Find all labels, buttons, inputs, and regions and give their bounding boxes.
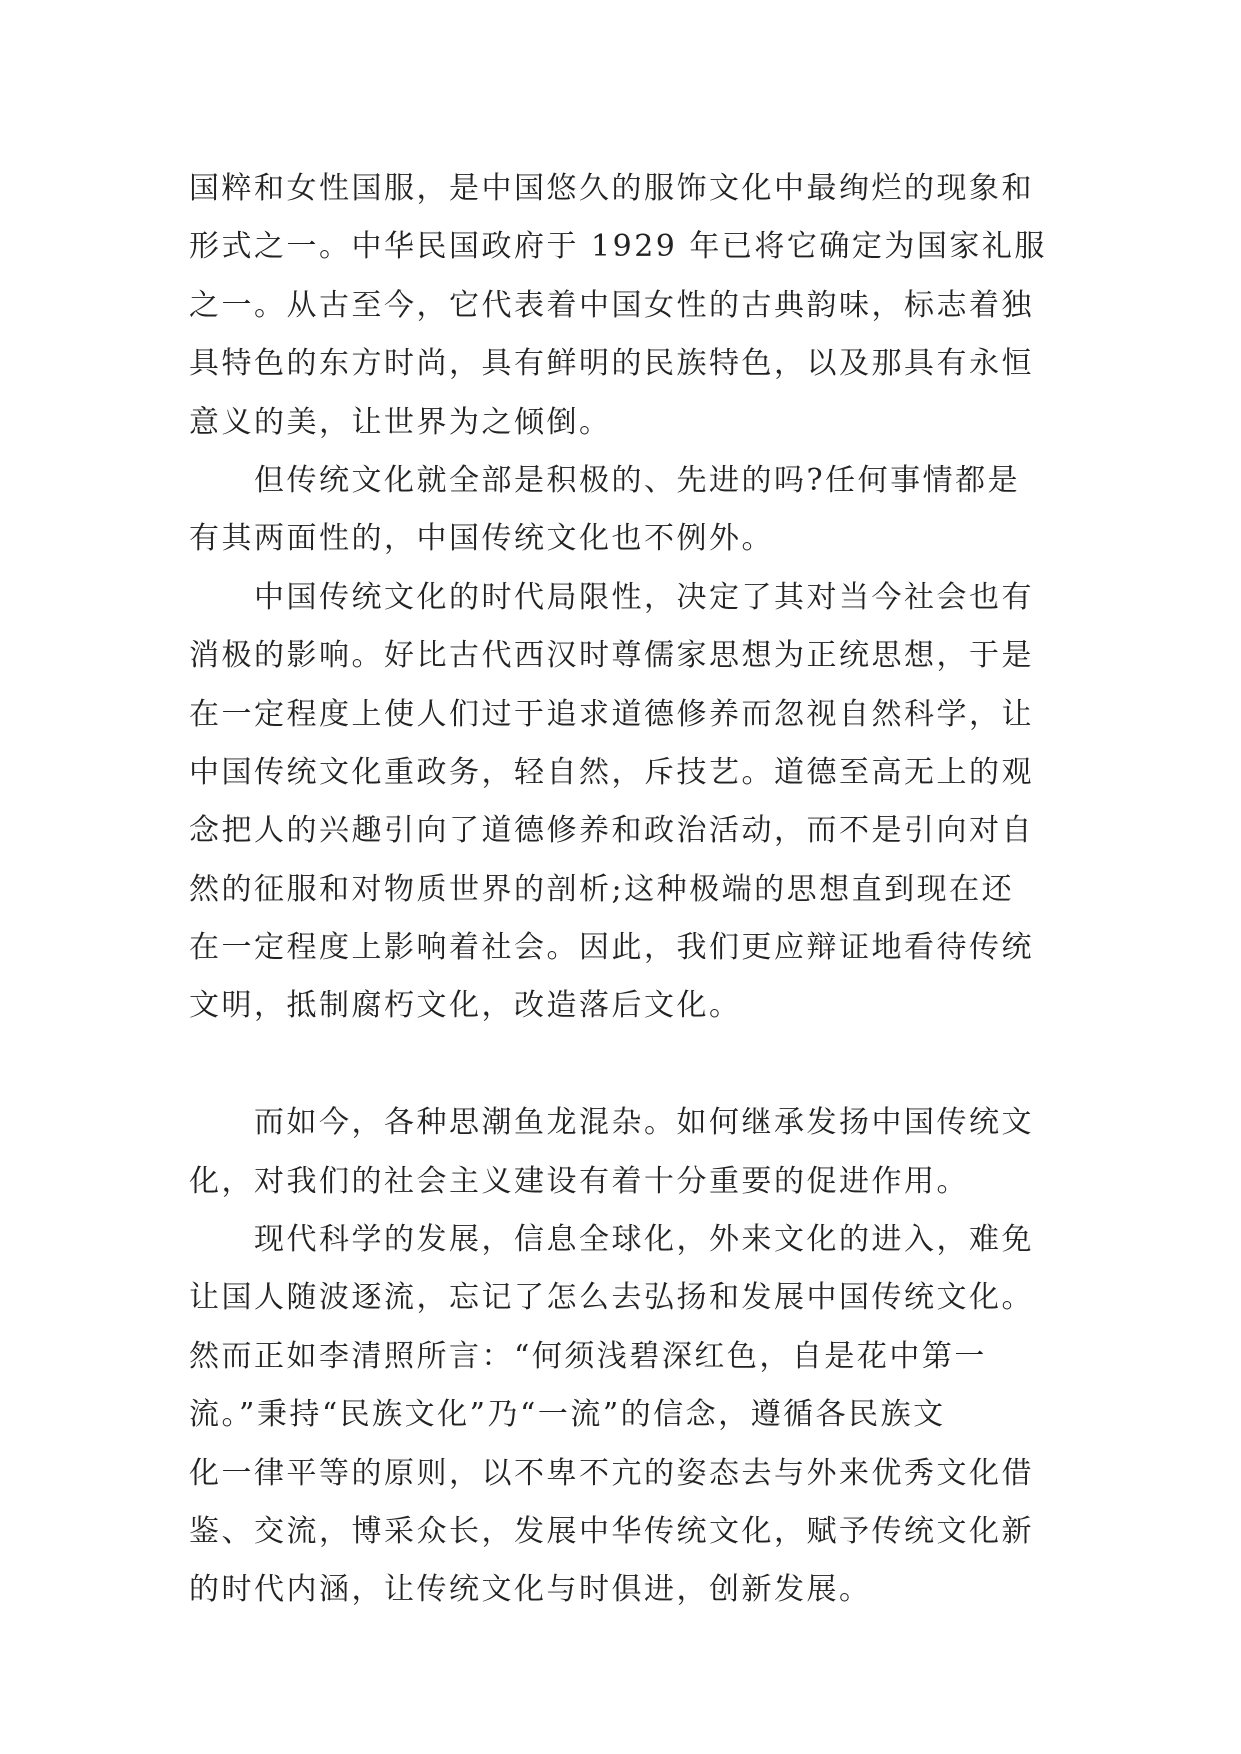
text-line: 现代科学的发展，信息全球化，外来文化的进入，难免	[189, 1222, 1034, 1258]
text-line: 然而正如李清照所言：“何须浅碧深红色，自是花中第一	[189, 1338, 987, 1374]
text-line: 念把人的兴趣引向了道德修养和政治活动，而不是引向对自	[189, 813, 1034, 849]
paragraph-globalization	[189, 1211, 1059, 1620]
text-line: 但传统文化就全部是积极的、先进的吗?任何事情都是	[189, 462, 1021, 498]
text-line: 国粹和女性国服，是中国悠久的服饰文化中最绚烂的现象和	[189, 171, 1034, 206]
text-line: 化一律平等的原则，以不卑不亢的姿态去与外来优秀文化借	[189, 1455, 1034, 1491]
text-line: 在一定程度上影响着社会。因此，我们更应辩证地看待传统	[189, 930, 1034, 966]
text-line: 让国人随波逐流，忘记了怎么去弘扬和发展中国传统文化。	[189, 1280, 1034, 1316]
text-line: 在一定程度上使人们过于追求道德修养而忽视自然科学，让	[189, 696, 1034, 732]
text-line: 而如今，各种思潮鱼龙混杂。如何继承发扬中国传统文	[189, 1105, 1034, 1141]
text-line: 中国传统文化的时代局限性，决定了其对当今社会也有	[189, 579, 1034, 615]
text-line: 之一。从古至今，它代表着中国女性的古典韵味，标志着独	[189, 287, 1034, 323]
text-line	[189, 1036, 1059, 1094]
paragraph-historical-limitations	[189, 569, 1059, 1095]
text-line: 消极的影响。好比古代西汉时尊儒家思想为正统思想，于是	[189, 638, 1034, 674]
paragraph-inheritance	[189, 1094, 1059, 1211]
text-line: 鉴、交流，博采众长，发展中华传统文化，赋予传统文化新	[189, 1513, 1034, 1549]
text-line: 具特色的东方时尚，具有鲜明的民族特色，以及那具有永恒	[189, 346, 1034, 382]
text-line: 有其两面性的，中国传统文化也不例外。	[189, 521, 774, 557]
document-body	[189, 160, 1059, 1620]
text-line: 然的征服和对物质世界的剖析;这种极端的思想直到现在还	[189, 871, 1015, 907]
text-line: 意义的美，让世界为之倾倒。	[189, 404, 612, 440]
text-line: 化，对我们的社会主义建设有着十分重要的促进作用。	[189, 1163, 969, 1199]
text-line: 形式之一。中华民国政府于 1929 年已将它确定为国家礼服	[189, 229, 1047, 265]
paragraph-two-sidedness	[189, 452, 1059, 569]
text-line: 中国传统文化重政务，轻自然，斥技艺。道德至高无上的观	[189, 754, 1034, 790]
text-line: 文明，抵制腐朽文化，改造落后文化。	[189, 988, 742, 1024]
paragraph-qipao-national-dress	[189, 160, 1059, 452]
text-line: 的时代内涵，让传统文化与时俱进，创新发展。	[189, 1572, 872, 1608]
text-line: 流。”秉持“民族文化”乃“一流”的信念，遵循各民族文	[189, 1397, 946, 1433]
